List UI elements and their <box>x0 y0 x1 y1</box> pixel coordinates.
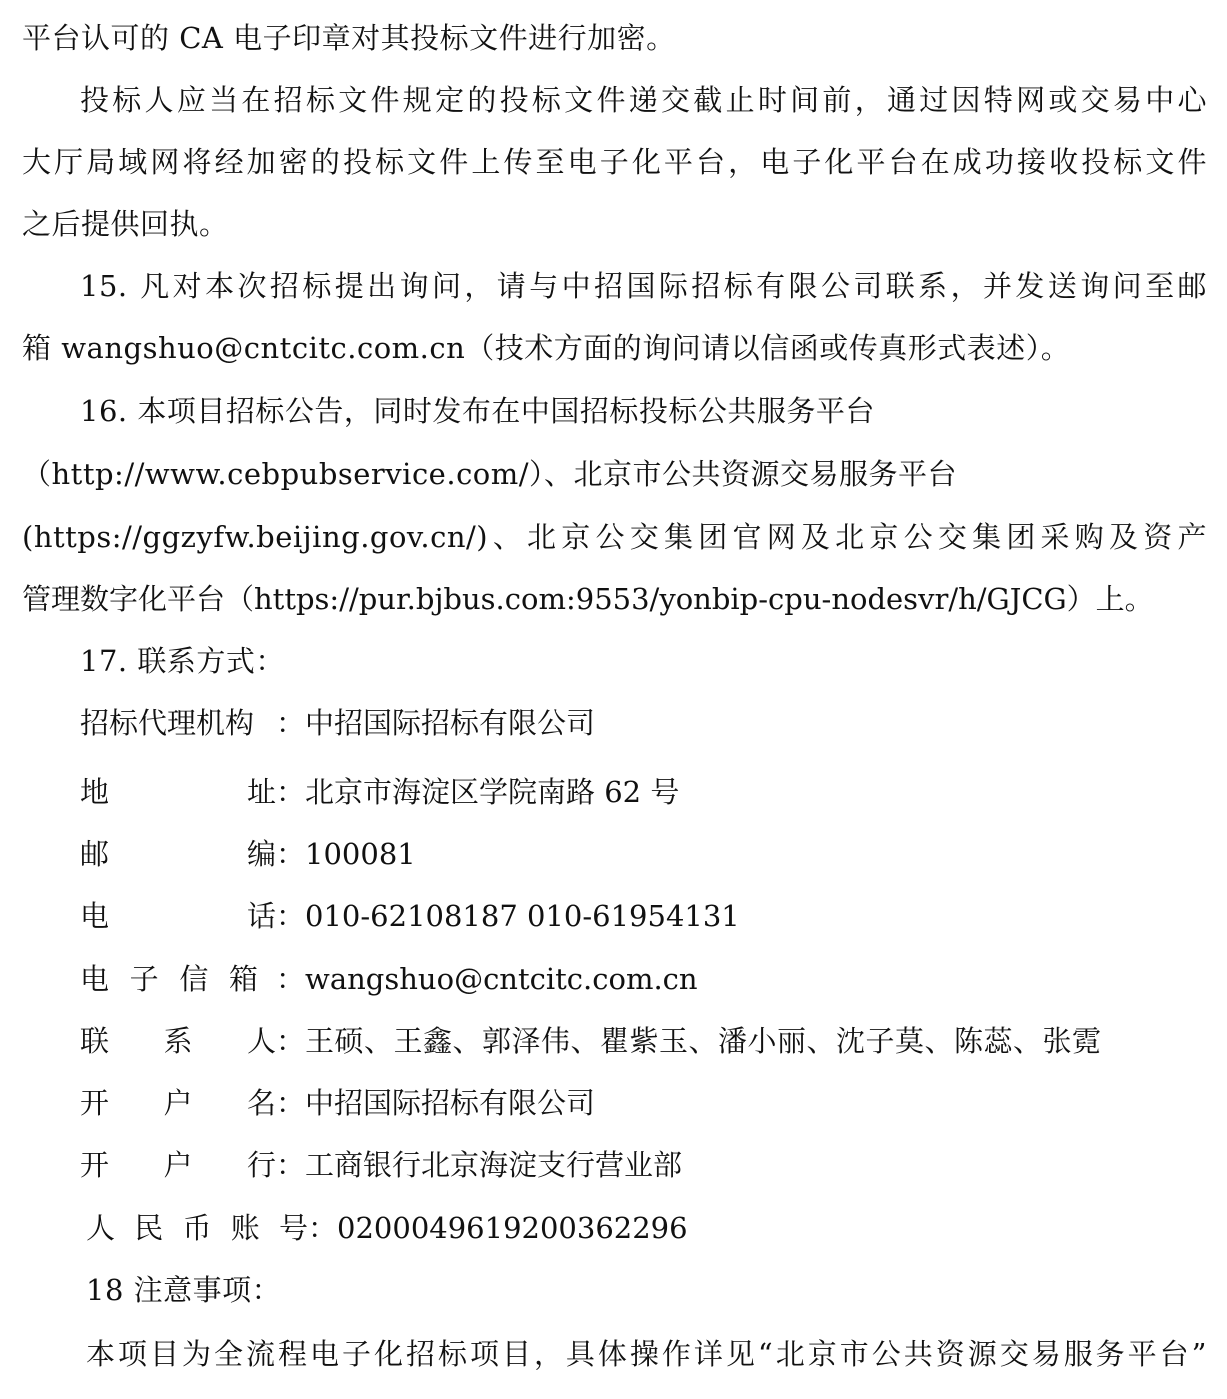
contact-address-row <box>80 774 679 810</box>
contact-email-value: wangshuo@cntcitc.com.cn <box>305 962 698 996</box>
contact-postcode-label: 邮编 <box>80 837 276 871</box>
contact-account-name-label: 开户名 <box>80 1086 276 1120</box>
contact-address-value: 北京市海淀区学院南路 62 号 <box>305 775 680 809</box>
contact-bank-row <box>80 1147 682 1183</box>
item-18-line-1: 本项目为全流程电子化招标项目，具体操作详见“北京市公共资源交易服务平台” <box>86 1337 1207 1371</box>
contact-phone-colon: ： <box>276 899 306 933</box>
contact-agency-row <box>80 705 595 741</box>
contact-postcode-row <box>80 836 416 872</box>
contact-address-colon: ： <box>276 775 306 809</box>
item-16-line-3: (https://ggzyfw.beijing.gov.cn/)、北京公交集团官网及北京公交集团采购及资产 <box>22 520 1207 554</box>
contact-account-name-value: 中招国际招标有限公司 <box>305 1086 596 1120</box>
contact-person-value: 王硕、王鑫、郭泽伟、瞿紫玉、潘小丽、沈子莫、陈蕊、张霓 <box>305 1024 1102 1058</box>
contact-rmb-account-row <box>86 1210 688 1246</box>
item-18-title: 18 注意事项： <box>86 1273 282 1307</box>
contact-person-colon: ： <box>276 1024 306 1058</box>
item-16-line-2: （http://www.cebpubservice.com/）、北京市公共资源交易服务平台 <box>22 457 958 491</box>
contact-agency-colon: ： <box>276 706 306 740</box>
contact-person-row <box>80 1023 1102 1059</box>
item-15-line-1: 15. 凡对本次招标提出询问，请与中招国际招标有限公司联系，并发送询问至邮 <box>80 269 1207 303</box>
contact-rmb-account-label: 人民币账号 <box>86 1211 308 1245</box>
contact-account-name-row <box>80 1085 595 1121</box>
item-16-line-1: 16. 本项目招标公告，同时发布在中国招标投标公共服务平台 <box>80 394 875 428</box>
contact-phone-row <box>80 898 740 934</box>
paragraph-submission-line-3: 之后提供回执。 <box>22 207 229 241</box>
contact-bank-label: 开户行 <box>80 1148 276 1182</box>
paragraph-submission-line-1: 投标人应当在招标文件规定的投标文件递交截止时间前，通过因特网或交易中心 <box>80 83 1207 117</box>
contact-agency-label: 招标代理机构 <box>80 706 255 740</box>
contact-address-label: 地址 <box>80 775 276 809</box>
item-15-line-2: 箱 wangshuo@cntcitc.com.cn（技术方面的询问请以信函或传真形式表述）。 <box>22 331 1071 365</box>
contact-email-label: 电子信箱 <box>80 962 258 996</box>
paragraph-submission-line-2: 大厅局域网将经加密的投标文件上传至电子化平台，电子化平台在成功接收投标文件 <box>22 145 1207 179</box>
contact-bank-value: 工商银行北京海淀支行营业部 <box>305 1148 683 1182</box>
contact-account-name-colon: ： <box>276 1086 306 1120</box>
contact-email-row <box>80 961 698 997</box>
contact-phone-value: 010-62108187 010-61954131 <box>305 899 740 933</box>
contact-agency-value: 中招国际招标有限公司 <box>305 706 596 740</box>
item-16-line-4: 管理数字化平台（https://pur.bjbus.com:9553/yonbip-cpu-nodesvr/h/GJCG）上。 <box>22 582 1154 616</box>
contact-bank-colon: ： <box>276 1148 306 1182</box>
contact-email-colon: ： <box>276 962 306 996</box>
contact-person-label: 联系人 <box>80 1024 276 1058</box>
paragraph-ca-seal-line: 平台认可的 CA 电子印章对其投标文件进行加密。 <box>22 21 676 55</box>
item-17-title: 17. 联系方式： <box>80 644 285 678</box>
contact-rmb-account-value: 0200049619200362296 <box>337 1211 688 1245</box>
contact-postcode-value: 100081 <box>305 837 416 871</box>
contact-postcode-colon: ： <box>276 837 306 871</box>
contact-rmb-account-colon: ： <box>308 1211 338 1245</box>
contact-phone-label: 电话 <box>80 899 276 933</box>
